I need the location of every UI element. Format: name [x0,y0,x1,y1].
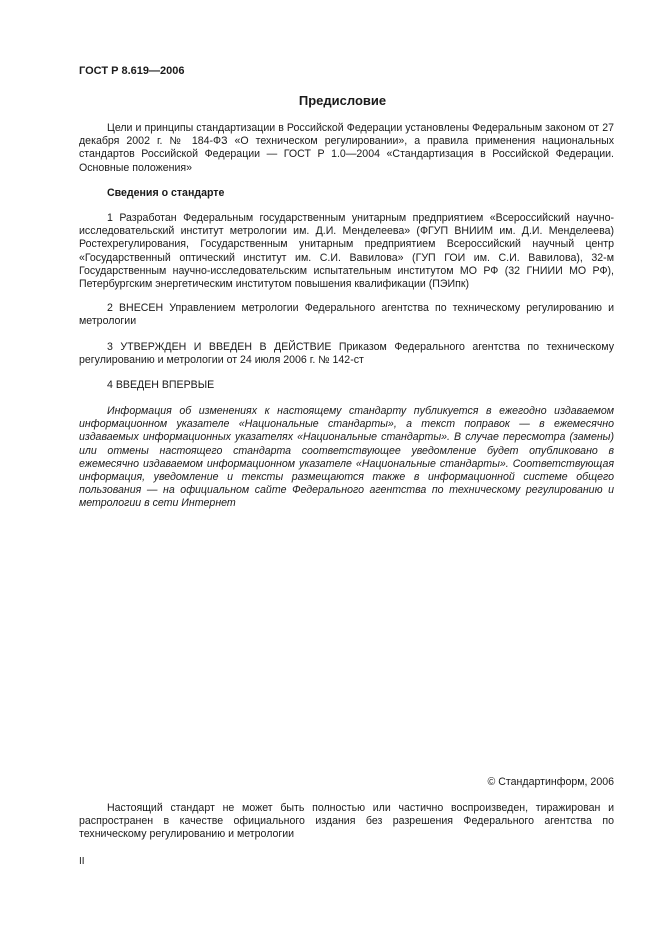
standard-code: ГОСТ Р 8.619—2006 [79,65,185,77]
intro-paragraph: Цели и принципы стандартизации в Российской Федерации установлены Федеральным законом от 27 декабря 2002 г. № 184-ФЗ «О техническом регулировании», а правила применения национальных стандартов Российской Федерации — ГОСТ Р 1.0—2004 «Стандартизация в Российской Федерации. Основные положения» [79,122,614,174]
copyright: © Стандартинформ, 2006 [487,776,614,788]
page-title: Предисловие [298,93,387,108]
list-item-2: 2 ВНЕСЕН Управлением метрологии Федерального агентства по техническому регулированию и метрологии [79,302,614,328]
notice-paragraph: Информация об изменениях к настоящему стандарту публикуется в ежегодно издаваемом информационном указателе «Национальные стандарты», а текст поправок — в ежемесячно издаваемых информационных указателях «Национальные стандарты». В случае пересмотра (замены) или отмены настоящего стандарта соответствующее уведомление будет опубликовано в ежемесячно издаваемом информационном указателе «Национальные стандарты». Соответствующая информация, уведомление и тексты размещаются также в информационной системе общего пользования — на официальном сайте Федерального агентства по техническому регулированию и метрологии в сети Интернет [79,405,614,510]
list-item-1: 1 Разработан Федеральным государственным унитарным предприятием «Всероссийский научно-исследовательский институт метрологии им. Д.И. Менделеева» (ФГУП ВНИИМ им. Д.И. Менделеева) Ростехрегулирования, Государственным унитарным предприятием Всероссийский научный центр «Государственный оптический институт им. С.И. Вавилова» (ГУП ГОИ им. С.И. Вавилова), 32-м Государственным научно-исследовательским испытательным институтом МО РФ (32 ГНИИИ МО РФ), Петербургским энергетическим институтом повышения квалификации (ПЭИпк) [79,212,614,291]
list-item-4: 4 ВВЕДЕН ВПЕРВЫЕ [107,379,215,391]
reproduction-notice: Настоящий стандарт не может быть полностью или частично воспроизведен, тиражирован и распространен в качестве официального издания без разрешения Федерального агентства по техническому регулированию и метрологии [79,802,614,841]
section-heading: Сведения о стандарте [107,187,225,199]
list-item-3: 3 УТВЕРЖДЕН И ВВЕДЕН В ДЕЙСТВИЕ Приказом Федерального агентства по техническому регулированию и метрологии от 24 июля 2006 г. № 142-ст [79,341,614,367]
page-number: II [79,856,85,867]
